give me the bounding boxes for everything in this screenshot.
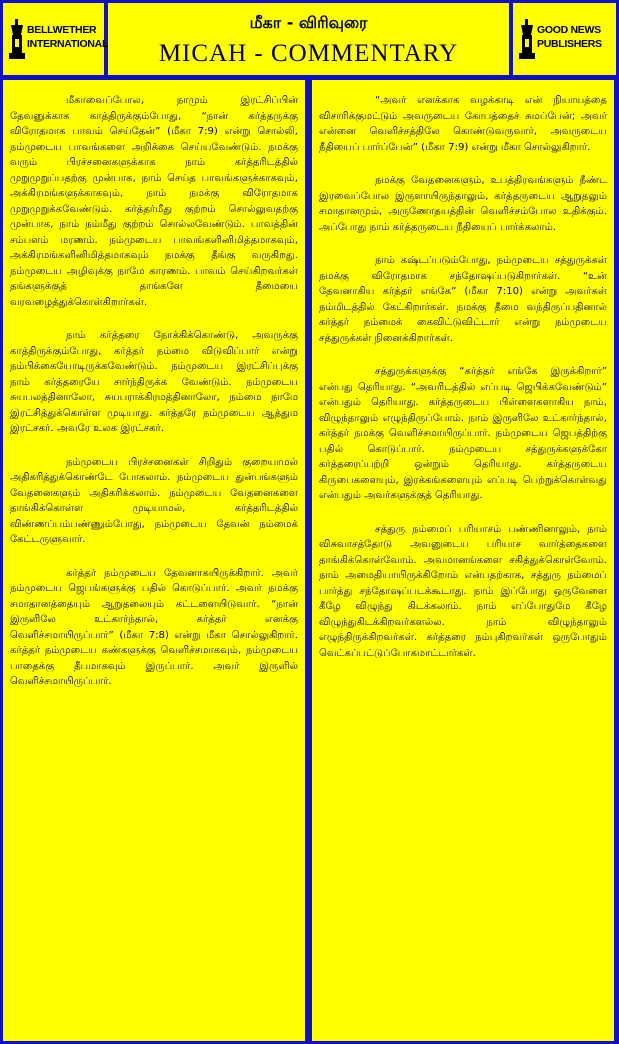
right-paragraph-4: சத்துருக்களுக்கு “கர்த்தர் எங்கே இருக்கிறார்” என்பது தெரியாது. “அவரிடத்தில் எப்படி ஜெபிக்கவேண்டும்” என்பதும் தெரியாது. கர்த்தருடைய பிள்ளைகளாகிய நாம், விழுந்தாலும் எழுந்திருப்போம். நாம் இருளிலே உட்கார்ந்தால், கர்த்தர் நமக்கு வெளிச்சமாயிருப்பார். நம்முடைய ஜெபத்திற்கு பதில் கொடுப்பார். நம்முடைய சத்துருக்களுக்கோ கர்த்தரைப்பற்றி ஒன்றும் தெரியாது. கர்த்தருடைய கிருபைகளையும், இரக்கங்களையும் எப்படி பெற்றுக்கொள்வது என்பதும் அவர்களுக்குத் தெரியாது. bbox=[319, 366, 607, 501]
left-paragraph-1: மீகாவைப்போல, நாமும் இரட்சிப்பின் தேவனுக்காக காத்திருக்கும்போது, “நான் கர்த்தருக்கு விரோதமாக பாவம் செய்தேன்” (மீகா 7:9) என்று சொல்லி, நம்முடைய பாவங்களை அறிக்கை செய்யவேண்டும். நமக்கு வரும் பிரச்சனைகளுக்காக நாம் கர்த்தரிடத்தில் முறுமுறுப்பதற்கு முன்பாக, நாம் செய்த பாவங்களுக்காகவும், அக்கிரமங்களுக்காகவும், நாம் நமக்கு விரோதமாக முறுமுறுக்கவேண்டும். கர்த்தர்மீது குற்றம் சொல்லுவதற்கு முன்பாக, நாம் நம்மீது குற்றம் சொல்லவேண்டும். பாவத்தின் சம்பளம் மரணம். நம்முடைய பாவங்களினிமித்தமாகவும், அக்கிரமங்களினிமித்தமாகவும் நமக்கு தீங்கு வருகிறது. நம்முடைய அழிவுக்கு நாமே காரணம். பாவம் செய்கிறவர்கள் தங்களுக்குத் தாங்களே தீமையை வரவழைத்துக்கொள்கிறார்கள். bbox=[10, 95, 298, 308]
title-english: MICAH - COMMENTARY bbox=[158, 40, 459, 67]
right-logo-line1: GOOD NEWS bbox=[537, 24, 601, 36]
right-column bbox=[312, 80, 614, 1041]
left-column bbox=[3, 80, 305, 1041]
left-logo-line2: INTERNATIONAL bbox=[27, 38, 109, 50]
bell-tower-icon bbox=[9, 19, 25, 59]
left-logo-line1: BELLWETHER bbox=[27, 24, 97, 36]
left-paragraph-3: நம்முடைய பிரச்சனைகள் சிறிதும் குறையாமல் அதிகரித்துக்கொண்டே போகலாம். நம்முடைய துன்பங்களும் வேதனைகளும் அதிகரிக்கலாம். நம்முடைய வேதனைகளை தாங்கிக்கொள்ள முடியாமல், கர்த்தரிடத்தில் விண்ணப்பம்பண்ணும்போது, நம்முடைய தேவன் நம்மைக் கேட்டருளுவார். bbox=[10, 456, 298, 545]
tower-icon bbox=[519, 19, 535, 59]
right-paragraph-1: “அவர் எனக்காக வழக்காடி என் நியாயத்தை விசாரிக்குமட்டும் அவருடைய கோபத்தைச் சுமப்பேன்; அவர் என்னை வெளிச்சத்திலே கொண்டுவருவார், அவருடைய நீதியைப் பார்ப்பேன்” (மீகா 7:9) என்று மீகா சொல்லுகிறார். bbox=[319, 95, 607, 153]
right-paragraph-5: சத்துரு நம்மைப் பரியாசம் பண்ணினாலும், நாம் விசுவாசத்தோடு அவனுடைய பரியாச வார்த்தைகளை தாங்கிக்கொள்வோம். அவமானங்களை சகித்துக்கொள்வோம். நாம் அமைதியாயிருக்கிறோம் என்பதற்காக, சத்துரு நம்மைப் பார்த்து சந்தோஷப்படக்கூடாது. நாம் இப்போது ஒருவேளை கீழே விழுந்து கிடக்கலாம். நாம் எப்போதுமே கீழே விழுந்துகிடக்கிறவர்களல்ல. நாம் விழுந்தாலும் எழுந்திருக்கிறவர்கள். கர்த்தரை நம்புகிறவர்கள் ஒருபோதும் வெட்கப்பட்டுப்போகமாட்டார்கள். bbox=[319, 523, 607, 659]
left-paragraph-4: கர்த்தர் நம்முடைய தேவனாகயிருக்கிறார். அவர் நம்முடைய ஜெபங்களுக்கு பதில் கொடுப்பார். அவர் நமக்கு சமாதானத்தையும் ஆறுதலையும் கட்டளையிடுவார். “நான் இருளிலே உட்கார்ந்தால், கர்த்தர் எனக்கு வெளிச்சமாயிருப்பார்” (மீகா 7:8) என்று மீகா சொல்லுகிறார். கர்த்தர் நம்முடைய கண்களுக்கு வெளிச்சமாகவும், நம்முடைய பாதைக்கு தீபமாகவும் இருப்பார். அவர் இருளில் வெளிச்சமாயிருப்பார். bbox=[10, 567, 298, 687]
right-paragraph-2: நமக்கு வேதனைகளும், உபத்திரவங்களும் நீண்ட இரவைப்போல இருளாயிருந்தாலும், கர்த்தருடைய ஆறுதலும் சமாதானமும், அருணோதயத்தின் வெளிச்சம்போல உதிக்கும். அப்போது நாம் கர்த்தருடைய நீதியைப் பார்க்கலாம். bbox=[319, 175, 607, 233]
header-right-panel bbox=[513, 3, 616, 75]
good-news-logo bbox=[519, 15, 611, 65]
title-tamil: மீகா - விரிவுரை bbox=[249, 13, 368, 32]
right-paragraph-3: நாம் கஷ்டப்படும்போது, நம்முடைய சத்துருக்கள் நமக்கு விரோதமாக சந்தோஷப்படுகிறார்கள். “உன் தேவனாகிய கர்த்தர் எங்கே” (மீகா 7:10) என்று அவர்கள் நம்மிடத்தில் கேட்கிறார்கள். நமக்கு தீமை வந்திருப்பதினால் கர்த்தர் நம்மைக் கைவிட்டுவிட்டார் என்று நம்முடைய சத்துருக்கள் நினைக்கிறார்கள். bbox=[319, 255, 607, 344]
left-paragraph-2: நாம் கர்த்தரை நோக்கிக்கொண்டு, அவருக்கு காத்திருக்கும்போது, கர்த்தர் நம்மை விடுவிப்பார் என்று நம்பிக்கையோடிருக்கவேண்டும். நம்முடைய இரட்சிப்புக்கு நாம் கர்த்தரையே சார்ந்திருக்க வேண்டும். நம்முடைய சுயபலத்தினாலோ, சுயபராக்கிரமத்தினாலோ, நம்மை நாமே இரட்சித்துக்கொள்ள முடியாது. கர்த்தரே நம்முடைய ஆத்தும இரட்சகர். அவரே உலக இரட்சகர். bbox=[10, 330, 298, 434]
header-title-panel bbox=[108, 3, 509, 75]
bellwether-logo bbox=[9, 15, 109, 65]
right-logo-line2: PUBLISHERS bbox=[537, 38, 602, 50]
header-left-panel bbox=[3, 3, 109, 75]
